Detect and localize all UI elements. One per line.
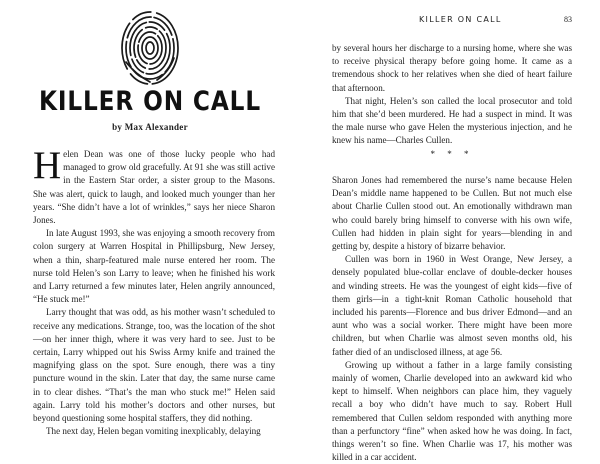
opening-paragraph-text: elen Dean was one of those lucky people who had managed to grow old gracefully. At 91 she was still active in the Eastern Star order, a sister group to the Masons. She was alert, quick to laugh, and looked much younger than her years. “She didn’t have a lot of wrinkles,” says her niece Sharon Jones.: [33, 149, 275, 226]
right-body-text: [332, 42, 572, 464]
body-paragraph: by several hours her discharge to a nursing home, where she was to receive physical therapy before going home. It came as a tremendous shock to her relatives when she died of heart failure that afternoon.: [332, 43, 572, 93]
section-separator: * * *: [430, 148, 474, 159]
body-paragraph: Sharon Jones had remembered the nurse’s name because Helen Dean’s middle name happened to be Cullen. But not much else about Charlie Cullen stood out. An emotionally withdrawn man who could barely bring himself to converse with his own wife, Cullen had hidden in plain sight for years—blending in and getting by, despite a history of bizarre behavior.: [332, 175, 572, 252]
body-paragraph: The next day, Helen began vomiting inexplicably, delaying: [46, 426, 261, 437]
body-paragraph: In late August 1993, she was enjoying a smooth recovery from colon surgery at Warren Hospital in Phillipsburg, New Jersey, when a thin, sharp-featured male nurse entered her room. The nurse told Helen’s son Larry to leave; when he finished his work and Larry returned a few minutes later, Helen angrily announced, “He stuck me!”: [33, 228, 275, 305]
right-page: [300, 0, 600, 464]
left-body-text: [33, 144, 275, 438]
byline: by Max Alexander: [112, 122, 188, 132]
body-paragraph: Larry thought that was odd, as his mother wasn’t scheduled to receive any medications. Strange, too, was the location of the shot—on her inner thigh, where it was very hard to see. Just to be certain, Larry whipped out his Swiss Army knife and trained the magnifying glass on the spot. Sure enough, there was a tiny puncture wound in the skin. Later that day, the same nurse came in to clear dishes. “That’s the man who stuck me!” Helen said again. Larry told his mother’s doctors and other nurses, but beyond questioning some hospital staffers, they did nothing.: [33, 307, 275, 424]
running-head: KILLER ON CALL: [419, 15, 502, 24]
page-number: 83: [564, 15, 572, 24]
body-paragraph: That night, Helen’s son called the local prosecutor and told him that she’d been murdered. He had a suspect in mind. It was the male nurse who gave Helen the mysterious injection, and he knew his name—Charles Cullen.: [332, 95, 572, 146]
body-paragraph: Cullen was born in 1960 in West Orange, New Jersey, a densely populated blue-collar enclave of double-decker houses and winding streets. He was the youngest of eight kids—five of them girls—in a tight-knit Roman Catholic household that included his parents—Florence and bus driver Edmond—and an aunt who was a social worker. There might have been more children, but when Charlie was almost seven months old, his father died of an undisclosed illness, at age 56.: [332, 254, 572, 357]
opening-paragraph: [33, 144, 275, 227]
drop-cap: H: [33, 144, 62, 187]
thumbprint-icon: [117, 8, 183, 86]
body-paragraph: Growing up without a father in a large family consisting mainly of women, Charlie developed into an awkward kid who kept to himself. When neighbors can place him, they vaguely recall a boy who didn’t have much to say. Robert Hull remembered that Cullen seldom responded with anything more than a perfunctory “fine” when asked how he was doing. In fact, things weren’t so fine. When Charlie was 17, his mother was killed in a car accident.: [332, 359, 572, 463]
story-title: KILLER ON CALL: [39, 86, 261, 117]
